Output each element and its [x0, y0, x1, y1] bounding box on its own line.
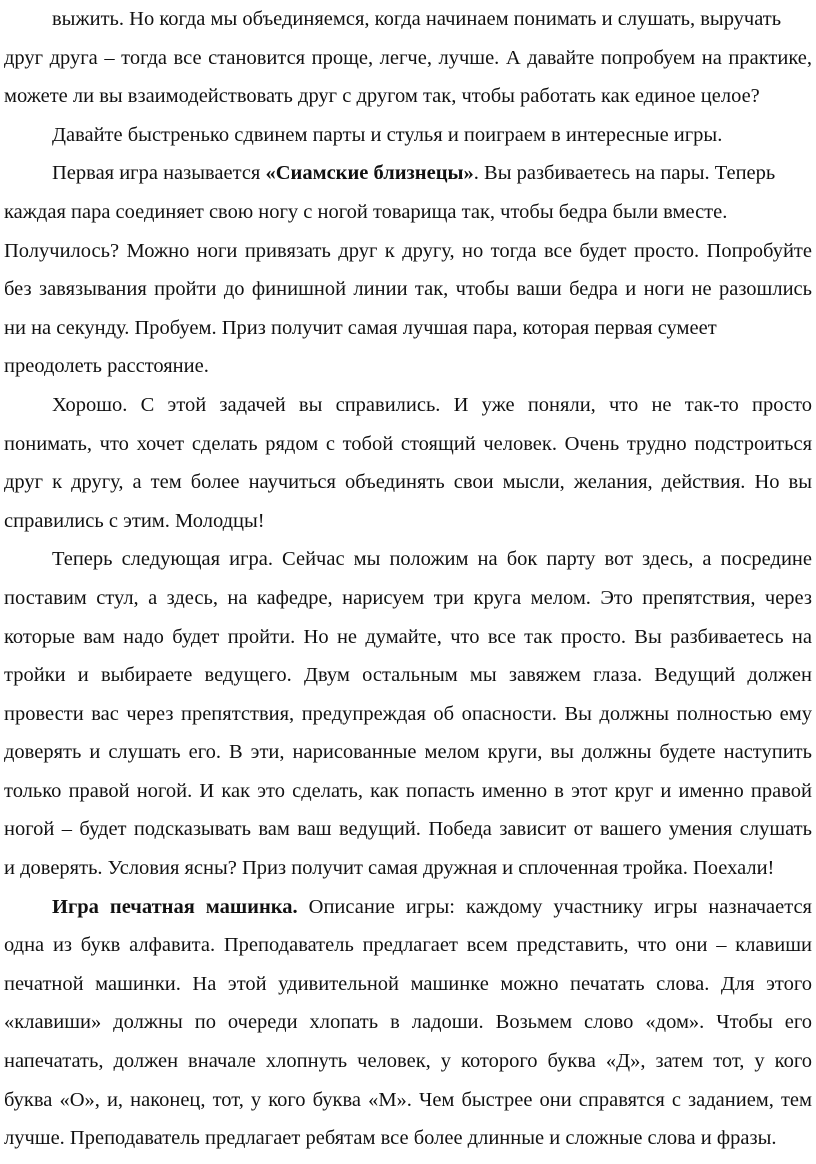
text-line: понимать, что хочет сделать рядом с тобой стоящий человек. Очень трудно подстроиться — [4, 432, 812, 455]
text-line: лучше. Преподаватель предлагает ребятам все более длинные и сложные слова и фразы. — [4, 1127, 777, 1150]
text-line: печатной машинки. На этой удивительной машинке можно печатать слова. Для этого — [4, 972, 812, 995]
text-line: преодолеть расстояние. — [4, 355, 209, 378]
text-line: друг друга – тогда все становится проще, легче, лучше. А давайте попробуем на практике, — [4, 46, 812, 69]
game-title-siamese-twins: «Сиамские близнецы» — [265, 162, 474, 185]
text-line: «клавиши» должны по очереди хлопать в ладоши. Возьмем слово «дом». Чтобы его — [4, 1011, 812, 1034]
text-line: Получилось? Можно ноги привязать друг к другу, но тогда все будет просто. Попробуйте — [4, 239, 812, 262]
text-span: . Вы разбиваетесь на пары. Теперь — [473, 162, 776, 185]
text-line: ни на секунду. Пробуем. Приз получит самая лучшая пара, которая первая сумеет — [4, 316, 717, 339]
text-line: без завязывания пройти до финишной линии так, чтобы ваши бедра и ноги не разошлись — [4, 278, 812, 301]
text-span: Первая игра называется — [52, 162, 266, 185]
text-line: провести вас через препятствия, предупреждая об опасности. Вы должны полностью ему — [4, 702, 812, 725]
text-line: буква «О», и, наконец, тот, у кого буква «М». Чем быстрее они справятся с заданием, тем — [4, 1088, 812, 1111]
text-span: Описание игры: каждому участнику игры назначается — [297, 895, 812, 918]
text-line: Давайте быстренько сдвинем парты и стулья и поиграем в интересные игры. — [52, 123, 723, 146]
text-line: которые вам надо будет пройти. Но не думайте, что все так просто. Вы разбиваетесь на — [4, 625, 812, 648]
game-title-typewriter: Игра печатная машинка. — [52, 895, 298, 918]
text-line: Теперь следующая игра. Сейчас мы положим на бок парту вот здесь, а посредине — [52, 548, 812, 571]
text-line: ногой – будет подсказывать вам ваш ведущий. Победа зависит от вашего умения слушать — [4, 818, 812, 841]
text-line: справились с этим. Молодцы! — [4, 509, 265, 532]
text-line: выжить. Но когда мы объединяемся, когда начинаем понимать и слушать, выручать — [52, 8, 782, 30]
text-line — [4, 154, 812, 193]
text-line: Хорошо. С этой задачей вы справились. И уже поняли, что не так-то просто — [52, 393, 812, 416]
text-line: можете ли вы взаимодействовать друг с другом так, чтобы работать как единое целое? — [4, 85, 760, 108]
text-line: поставим стул, а здесь, на кафедре, нарисуем три круга мелом. Это препятствия, через — [4, 586, 812, 609]
text-line: друг к другу, а тем более научиться объединять свои мысли, желания, действия. Но вы — [4, 471, 812, 494]
text-line: доверять и слушать его. В эти, нарисованные мелом круги, вы должны будете наступить — [4, 741, 812, 764]
text-line: одна из букв алфавита. Преподаватель предлагает всем представить, что они – клавиши — [4, 934, 812, 957]
text-line: только правой ногой. И как это сделать, как попасть именно в этот круг и именно правой — [4, 779, 812, 802]
text-line — [4, 888, 812, 927]
text-line: каждая пара соединяет свою ногу с ногой товарища так, чтобы бедра были вместе. — [4, 200, 728, 223]
text-line: тройки и выбираете ведущего. Двум остальным мы завяжем глаза. Ведущий должен — [4, 664, 812, 687]
text-line: и доверять. Условия ясны? Приз получит самая дружная и сплоченная тройка. Поехали! — [4, 857, 775, 880]
text-line: напечатать, должен вначале хлопнуть человек, у которого буква «Д», затем тот, у кого — [4, 1050, 812, 1073]
